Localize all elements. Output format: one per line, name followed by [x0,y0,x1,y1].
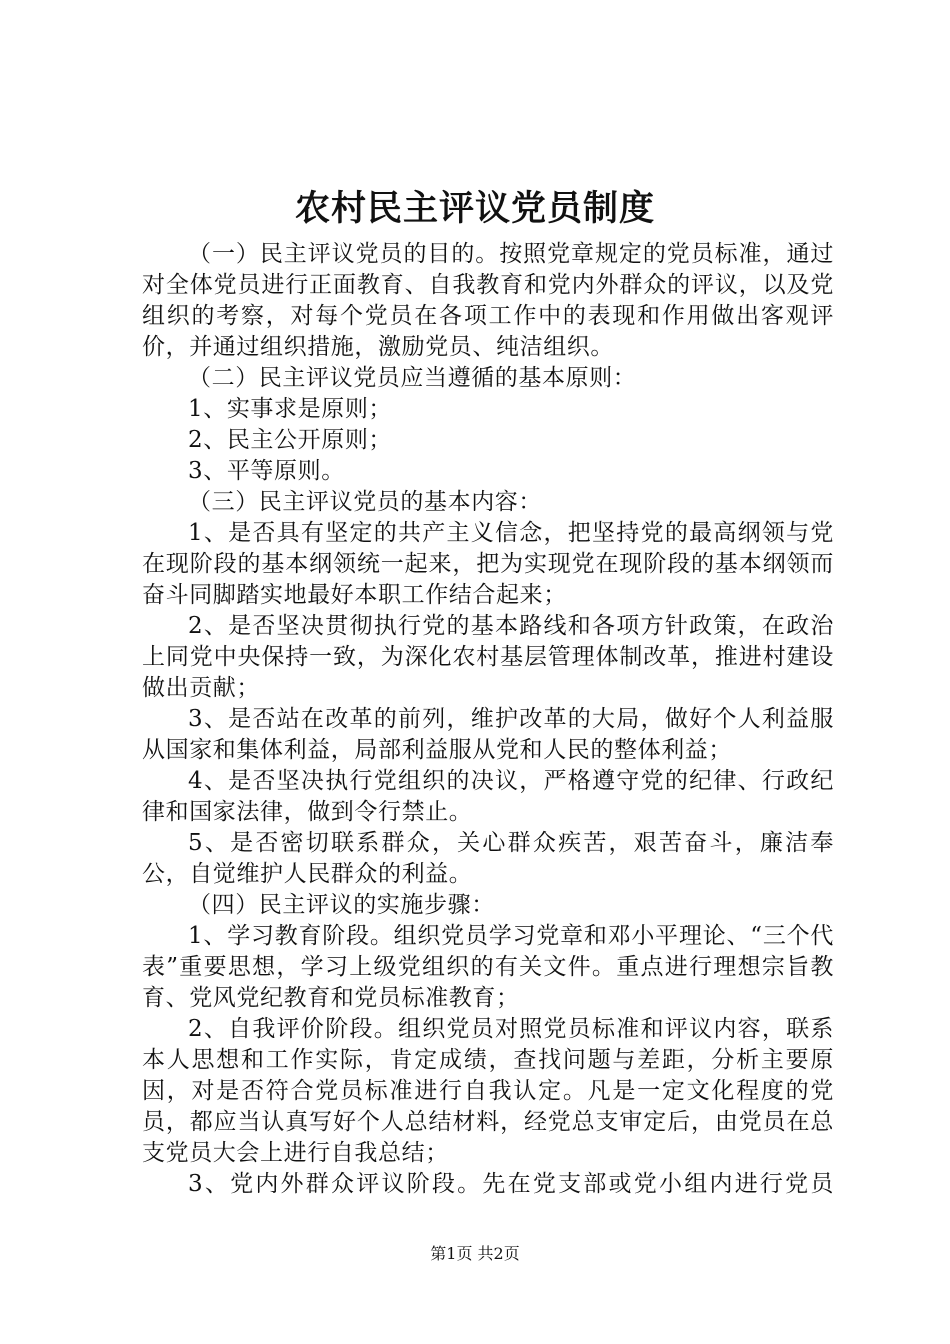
page-indicator: 第1页 共2页 [430,1244,520,1263]
paragraph-principle-1: 1、实事求是原则； [188,396,393,422]
paragraph-content-3: 3、是否站在改革的前列，维护改革的大局，做好个人利益服从国家和集体利益，局部利益服从党和人民的整体利益； [142,706,834,763]
paragraph-step-2: 2、自我评价阶段。组织党员对照党员标准和评议内容，联系本人思想和工作实际，肯定成绩，查找问题与差距，分析主要原因，对是否符合党员标准进行自我认定。凡是一定文化程度的党员，都应当认真写好个人总结材料，经党总支审定后，由党员在总支党员大会上进行自我总结； [142,1016,834,1166]
paragraph-purpose: （一）民主评议党员的目的。按照党章规定的党员标准，通过对全体党员进行正面教育、自我教育和党内外群众的评议，以及党组织的考察，对每个党员在各项工作中的表现和作用做出客观评价，并通过组织措施，激励党员、纯洁组织。 [142,241,834,360]
paragraph-principle-2: 2、民主公开原则； [188,427,393,453]
document-title: 农村民主评议党员制度 [294,188,655,229]
paragraph-content-5: 5、是否密切联系群众，关心群众疾苦，艰苦奋斗，廉洁奉公，自觉维护人民群众的利益。 [142,830,834,887]
paragraph-content-1: 1、是否具有坚定的共产主义信念，把坚持党的最高纲领与党在现阶段的基本纲领统一起来，把为实现党在现阶段的基本纲领而奋斗同脚踏实地最好本职工作结合起来； [142,520,834,608]
paragraph-principle-3: 3、平等原则。 [188,458,345,484]
paragraph-steps-heading: （四）民主评议的实施步骤： [188,892,495,918]
paragraph-content-2: 2、是否坚决贯彻执行党的基本路线和各项方针政策，在政治上同党中央保持一致，为深化农村基层管理体制改革，推进村建设做出贡献； [142,613,834,701]
paragraph-principles-heading: （二）民主评议党员应当遵循的基本原则： [188,365,637,391]
paragraph-step-3: 3、党内外群众评议阶段。先在党支部或党小组内进行党员 [188,1171,834,1197]
document-body [142,239,834,1200]
paragraph-content-4: 4、是否坚决执行党组织的决议，严格遵守党的纪律、行政纪律和国家法律，做到令行禁止。 [142,768,834,825]
paragraph-content-heading: （三）民主评议党员的基本内容： [188,489,542,515]
paragraph-step-1: 1、学习教育阶段。组织党员学习党章和邓小平理论、“三个代表”重要思想，学习上级党组织的有关文件。重点进行理想宗旨教育、党风党纪教育和党员标准教育； [142,923,834,1011]
